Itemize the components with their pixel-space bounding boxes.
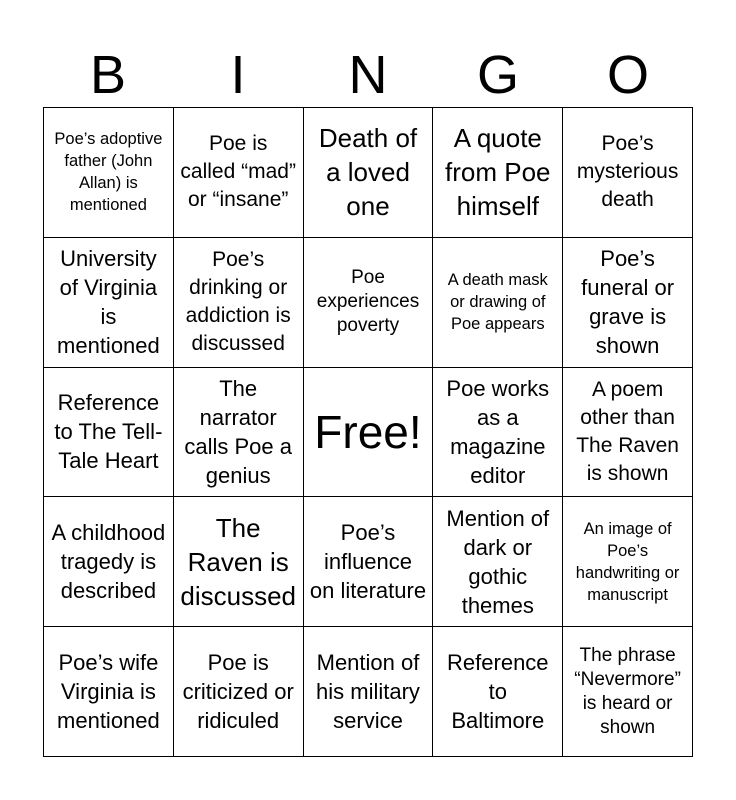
bingo-cell[interactable] — [563, 627, 693, 757]
bingo-cell[interactable] — [433, 627, 563, 757]
bingo-cell[interactable] — [433, 108, 563, 238]
header-letter-b: B — [89, 45, 127, 105]
bingo-cell[interactable] — [433, 497, 563, 627]
cell-text: Reference to Baltimore — [447, 650, 549, 734]
bingo-cell[interactable] — [174, 627, 304, 757]
bingo-cell[interactable] — [44, 627, 174, 757]
cell-text: Mention of dark or gothic themes — [446, 505, 550, 618]
bingo-cell[interactable] — [174, 368, 304, 498]
cell-text: A death mask or drawing of Poe appears — [447, 271, 548, 334]
bingo-cell[interactable] — [304, 627, 434, 757]
bingo-cell[interactable] — [433, 238, 563, 368]
bingo-cell[interactable] — [563, 368, 693, 498]
bingo-cell[interactable] — [563, 108, 693, 238]
bingo-cell[interactable] — [174, 497, 304, 627]
cell-text: The phrase “Nevermore” is heard or shown — [574, 644, 681, 738]
header-letter-g: G — [476, 45, 519, 105]
bingo-cell[interactable] — [174, 108, 304, 238]
cell-text: Poe’s adoptive father (John Allan) is mentioned — [54, 130, 163, 215]
bingo-cell[interactable] — [433, 368, 563, 498]
cell-text: Poe’s influence on literature — [309, 520, 427, 604]
cell-text: A childhood tragedy is described — [51, 520, 166, 604]
bingo-cell[interactable] — [304, 497, 434, 627]
cell-text: An image of Poe’s handwriting or manuscript — [575, 519, 680, 604]
cell-text: A quote from Poe himself — [445, 123, 551, 222]
cell-text: Poe is called “mad” or “insane” — [180, 132, 296, 212]
header-letter-o: O — [606, 45, 649, 105]
bingo-cell[interactable] — [44, 497, 174, 627]
bingo-cell[interactable] — [563, 238, 693, 368]
cell-text: Poe’s funeral or grave is shown — [581, 246, 675, 359]
cell-text: Poe’s drinking or addiction is discussed — [185, 248, 291, 356]
bingo-cell[interactable] — [304, 238, 434, 368]
cell-text: Poe’s wife Virginia is mentioned — [57, 650, 160, 734]
header-letter-n: N — [348, 45, 388, 105]
bingo-cell[interactable] — [44, 238, 174, 368]
cell-text: Reference to The Tell-Tale Heart — [54, 390, 163, 474]
bingo-cell-free[interactable] — [304, 368, 434, 498]
bingo-cell[interactable] — [174, 238, 304, 368]
cell-text: Mention of his military service — [316, 650, 420, 734]
cell-text: The narrator calls Poe a genius — [184, 375, 292, 488]
cell-text: Poe works as a magazine editor — [446, 375, 550, 488]
cell-text: Death of a loved one — [318, 123, 418, 222]
cell-text: Poe experiences poverty — [316, 267, 420, 337]
header-letter-i: I — [230, 45, 246, 105]
cell-text: Poe’s mysterious death — [576, 132, 679, 212]
bingo-cell[interactable] — [304, 108, 434, 238]
cell-text: A poem other than The Raven is shown — [576, 377, 679, 485]
bingo-cell[interactable] — [44, 368, 174, 498]
bingo-header — [43, 44, 693, 106]
free-space-label: Free! — [314, 405, 422, 458]
cell-text: University of Virginia is mentioned — [57, 246, 160, 359]
bingo-grid — [43, 107, 693, 757]
cell-text: Poe is criticized or ridiculed — [182, 650, 294, 734]
bingo-cell[interactable] — [44, 108, 174, 238]
cell-text: The Raven is discussed — [180, 512, 296, 611]
bingo-cell[interactable] — [563, 497, 693, 627]
